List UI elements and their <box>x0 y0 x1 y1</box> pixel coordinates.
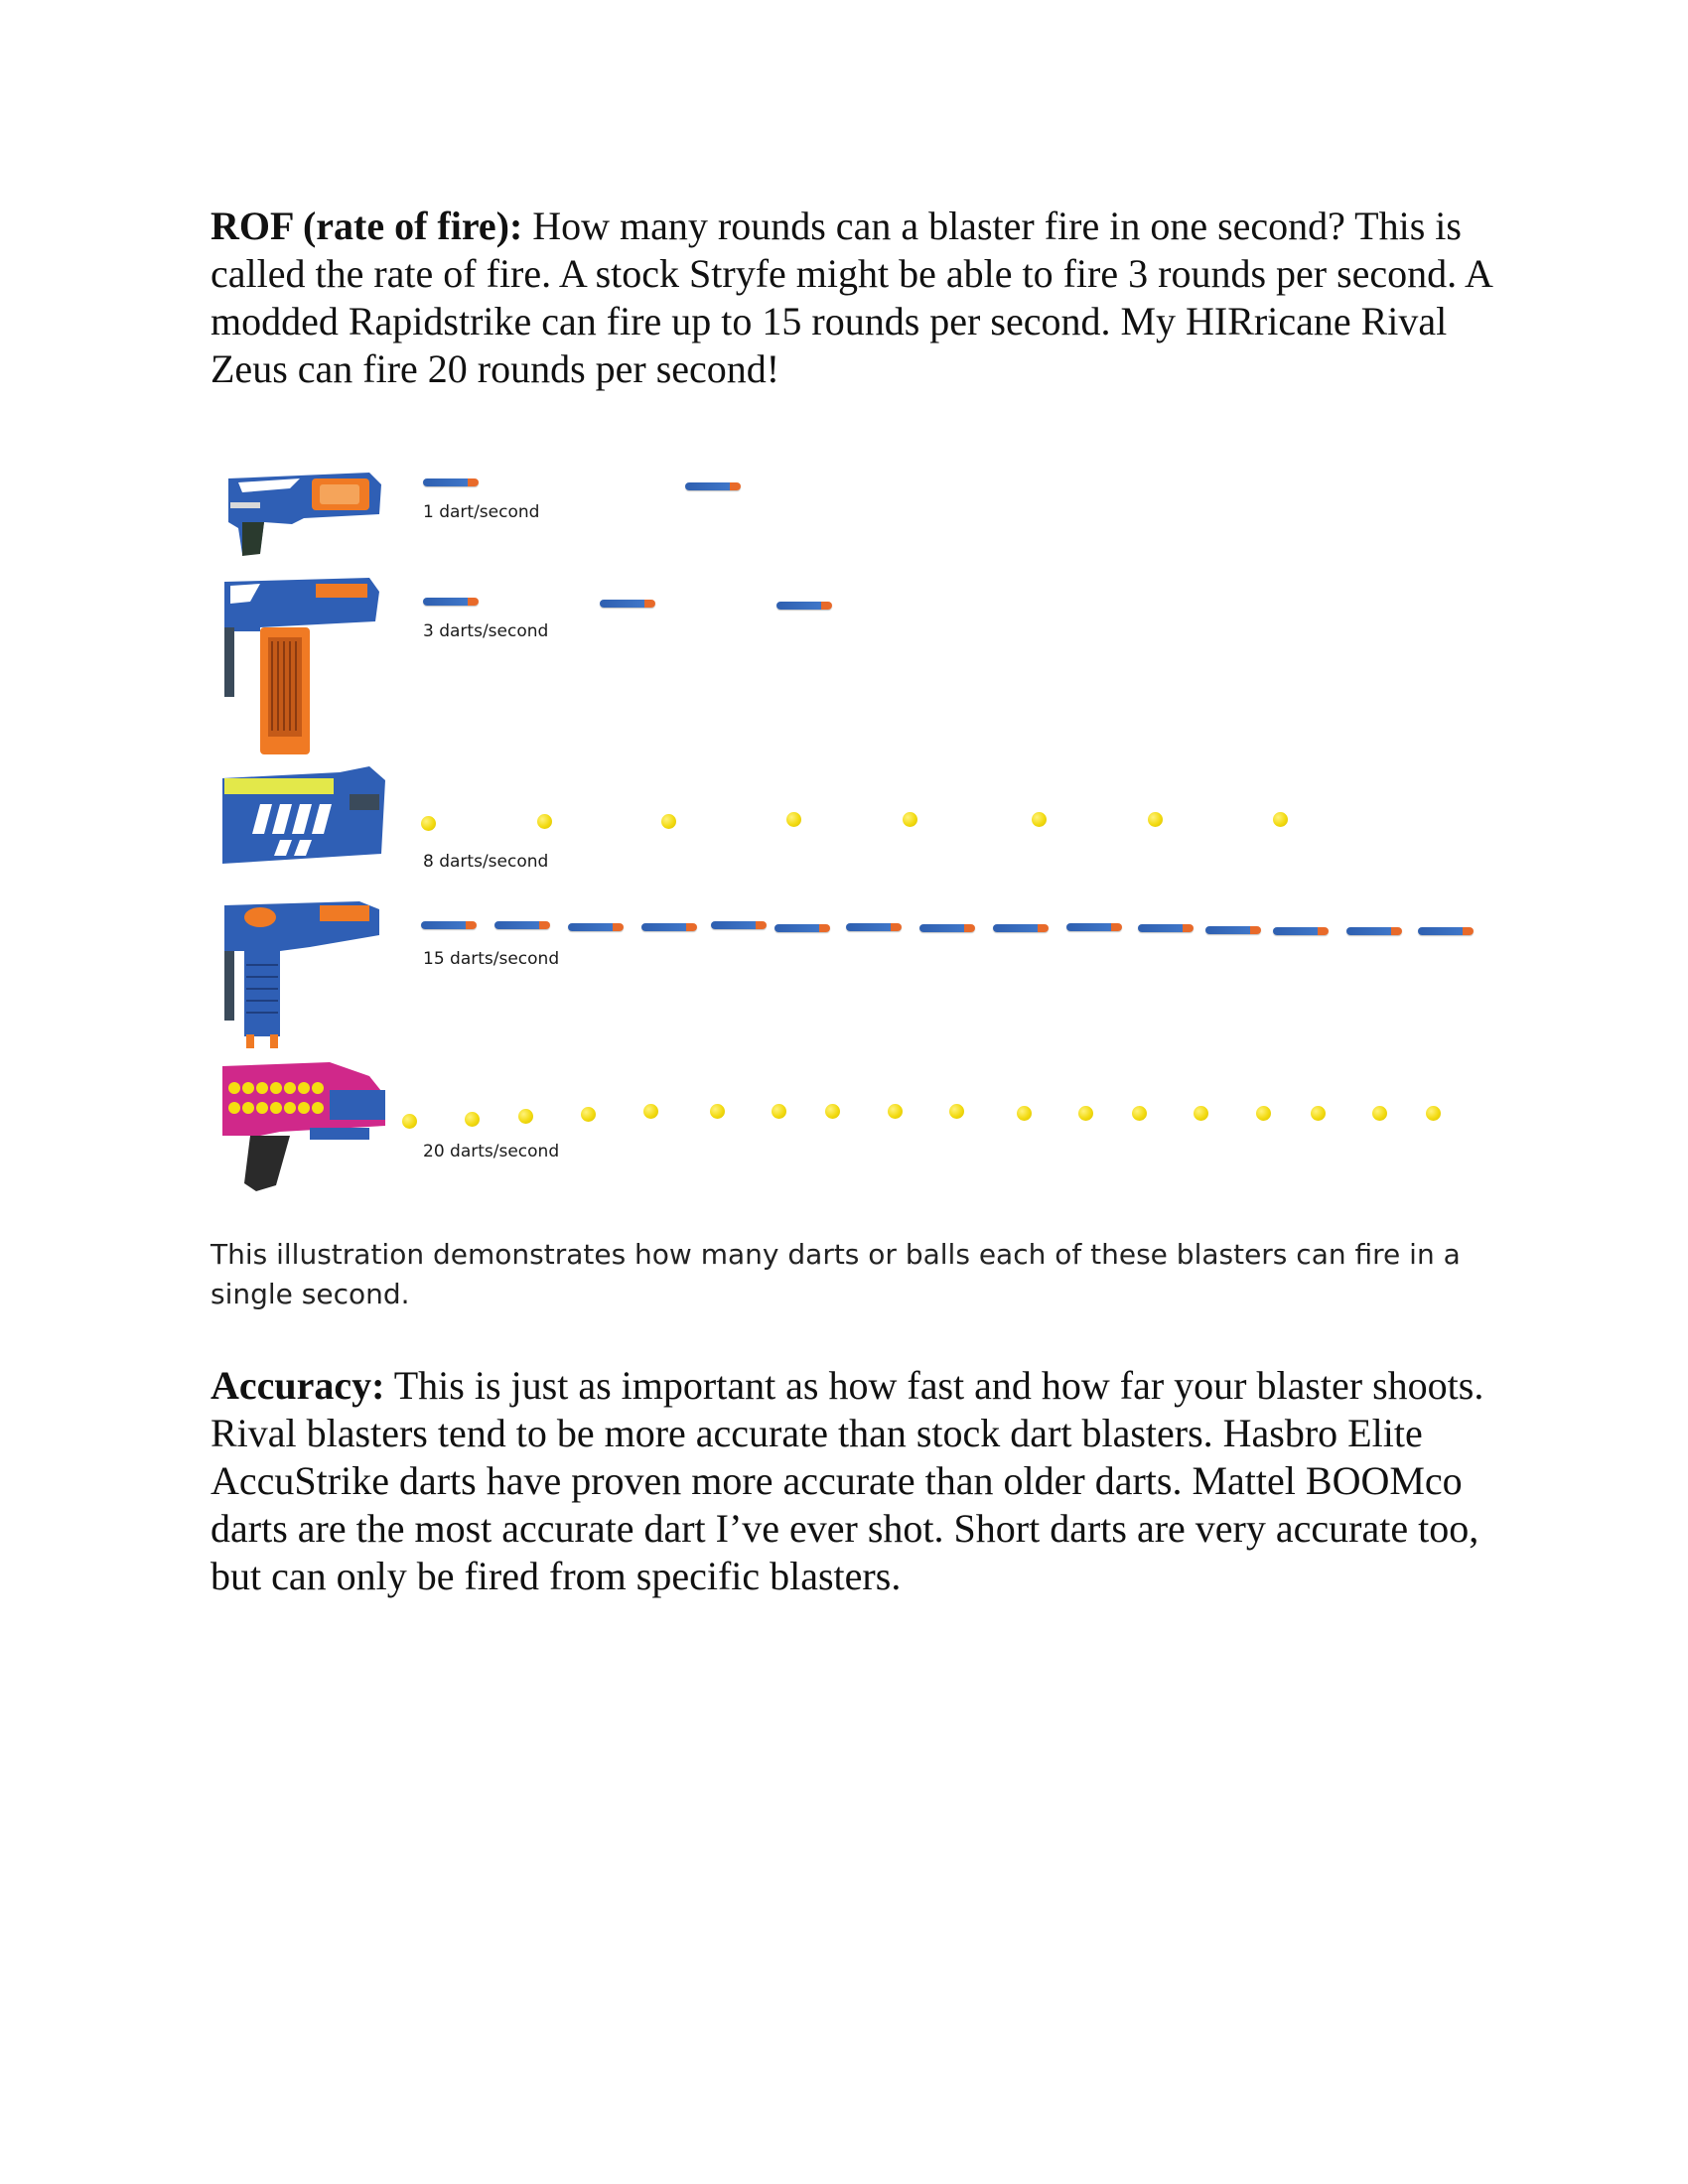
ball-icon <box>710 1104 725 1119</box>
rof-term: ROF (rate of fire): <box>211 204 523 248</box>
rate-label: 15 darts/second <box>423 949 560 969</box>
ball-icon <box>1372 1106 1387 1121</box>
ball-icon <box>643 1104 658 1119</box>
dart-icon <box>685 482 741 490</box>
dart-icon <box>1138 924 1194 932</box>
ball-icon <box>661 814 676 829</box>
rapidstrike-blaster-icon <box>220 572 389 760</box>
ball-icon <box>772 1104 786 1119</box>
ball-icon <box>903 812 917 827</box>
dart-icon <box>919 924 975 932</box>
ball-icon <box>1078 1106 1093 1121</box>
ball-icon <box>1426 1106 1441 1121</box>
dart-icon <box>494 921 550 929</box>
stryfe-blaster-icon <box>220 463 389 562</box>
rival-zeus-blaster-icon <box>220 1056 389 1205</box>
dart-icon <box>421 921 477 929</box>
ball-icon <box>1132 1106 1147 1121</box>
rate-label: 8 darts/second <box>423 852 549 872</box>
accuracy-text: This is just as important as how fast and how far your blaster shoots. Rival blasters tend to be more accurate than stock dart blasters. Hasbro Elite AccuStrike darts have proven more accurate than older darts. Mattel BOOMco darts are the most accurate dart I’ve ever shot. Short darts are very accurate too, but can only be fired from specific blasters. <box>211 1363 1484 1598</box>
dart-icon <box>1346 927 1402 935</box>
ball-icon <box>1273 812 1288 827</box>
rival-blaster-icon <box>220 764 389 874</box>
dart-icon <box>600 600 655 608</box>
dart-icon <box>568 923 624 931</box>
dart-icon <box>776 602 832 610</box>
rof-text: How many rounds can a blaster fire in one second? This is called the rate of fire. A stock Stryfe might be able to fire 3 rounds per second. A modded Rapidstrike can fire up to 15 rounds per second. My HIRricane Rival Zeus can fire 20 rounds per second! <box>211 204 1491 391</box>
dart-icon <box>1418 927 1474 935</box>
dart-icon <box>423 598 479 606</box>
dart-icon <box>846 923 902 931</box>
ball-icon <box>1017 1106 1032 1121</box>
dart-icon <box>1066 923 1122 931</box>
ball-icon <box>1256 1106 1271 1121</box>
ball-icon <box>1032 812 1047 827</box>
dart-icon <box>993 924 1049 932</box>
ball-icon <box>1194 1106 1208 1121</box>
dart-icon <box>423 478 479 486</box>
rate-label: 20 darts/second <box>423 1142 560 1161</box>
modded-rapidstrike-blaster-icon <box>220 895 389 1054</box>
ball-icon <box>1148 812 1163 827</box>
ball-icon <box>1311 1106 1326 1121</box>
ball-icon <box>421 816 436 831</box>
dart-icon <box>711 921 767 929</box>
ball-icon <box>537 814 552 829</box>
dart-icon <box>1273 927 1329 935</box>
rate-label: 1 dart/second <box>423 502 540 522</box>
rate-label: 3 darts/second <box>423 621 549 641</box>
ball-icon <box>465 1112 480 1127</box>
ball-icon <box>402 1114 417 1129</box>
dart-icon <box>774 924 830 932</box>
illustration-caption: This illustration demonstrates how many darts or balls each of these blasters can fire in a single second. <box>211 1238 1461 1310</box>
ball-icon <box>888 1104 903 1119</box>
ball-icon <box>518 1109 533 1124</box>
accuracy-paragraph <box>211 1362 1501 1600</box>
ball-icon <box>949 1104 964 1119</box>
dart-icon <box>641 923 697 931</box>
ball-icon <box>786 812 801 827</box>
ball-icon <box>825 1104 840 1119</box>
accuracy-term: Accuracy: <box>211 1363 385 1408</box>
dart-icon <box>1205 926 1261 934</box>
ball-icon <box>581 1107 596 1122</box>
